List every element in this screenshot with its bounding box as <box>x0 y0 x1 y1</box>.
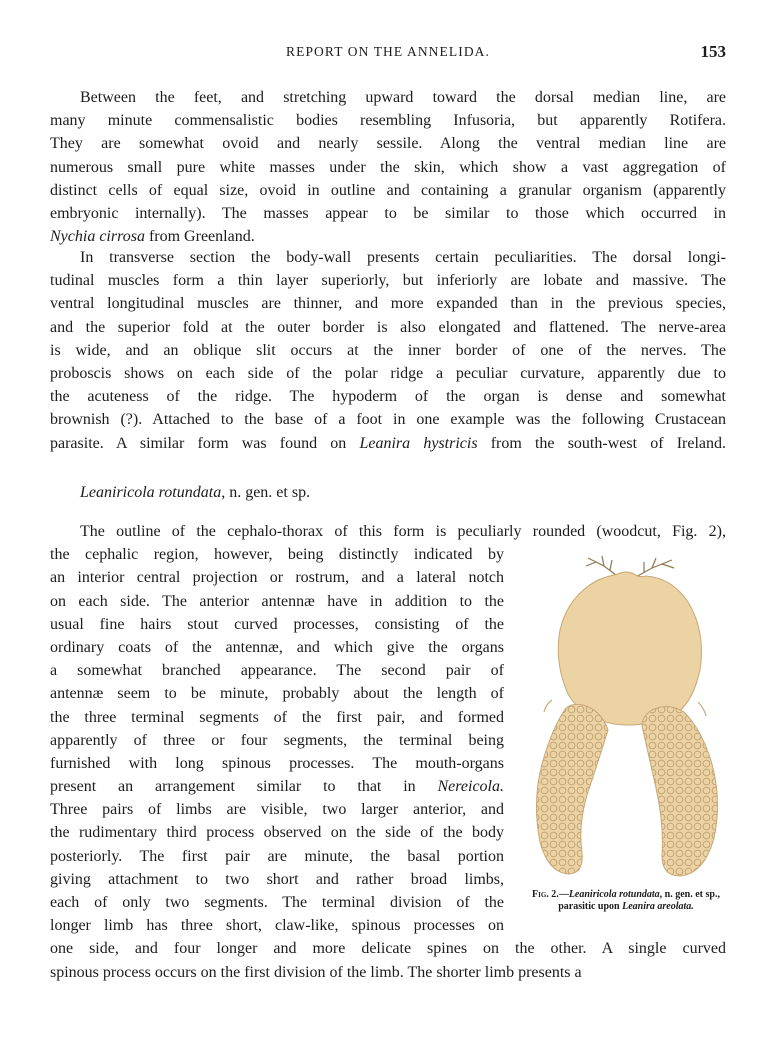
text-line: apparently of three or four segments, the terminal being <box>50 731 504 749</box>
text-line: embryonic internally). The masses appear to be similar to those which occurred in <box>50 204 726 222</box>
text-line: the cephalic region, however, being distinctly indicated by <box>50 546 504 564</box>
text-fragment: from the south-west of Ireland. <box>477 434 727 452</box>
figure-leaniricola-illustration <box>522 552 728 888</box>
text-line: spinous process occurs on the first division of the limb. The shorter limb presents a <box>50 963 582 981</box>
text-line: the rudimentary third process observed on the side of the body <box>50 824 504 842</box>
page-number: 153 <box>700 42 726 61</box>
text-line: many minute commensalistic bodies resembling Infusoria, but apparently Rotifera. <box>50 112 726 130</box>
text-line <box>50 225 726 248</box>
text-line <box>50 775 504 798</box>
text-line: In transverse section the body-wall presents certain peculiarities. The dorsal longi- <box>80 249 726 266</box>
text-line: each of only two segments. The terminal division of the <box>50 894 504 911</box>
text-line: ordinary coats of the antennæ, and which give the organs <box>50 638 504 656</box>
text-line: usual fine hairs stout curved processes, consisting of the <box>50 615 504 633</box>
caption-dash: — <box>558 889 569 900</box>
text-fragment: present an arrangement similar to that in <box>50 778 438 796</box>
text-line: is wide, and an oblique slit occurs at the inner border of one of the nerves. The <box>50 341 726 359</box>
caption-species: Leaniricola rotundata <box>568 889 660 900</box>
process-right <box>698 702 706 716</box>
text-line <box>50 432 726 455</box>
cephalothorax <box>558 572 701 725</box>
taxon-name: Nychia cirrosa <box>50 228 145 246</box>
figure-caption <box>521 889 731 912</box>
text-line: antennæ seem to be minute, probably about the length of <box>50 685 504 703</box>
text-line: and the superior fold at the outer border is also elongated and flattened. The nerve-area <box>50 318 726 336</box>
text-line: an interior central projection or rostrum, and a lateral notch <box>50 569 504 587</box>
caption-mid: , n. gen. et sp., parasitic upon <box>558 889 720 912</box>
limb-right-texture <box>642 706 718 876</box>
text-line: They are somewhat ovoid and nearly sessile. Along the ventral median line are <box>50 135 726 153</box>
species-name: Leaniricola rotundata <box>80 484 222 501</box>
page-header <box>50 42 726 66</box>
caption-host: Leanira areolata. <box>622 900 694 912</box>
text-line: a somewhat branched appearance. The second pair of <box>50 662 504 680</box>
process-left <box>544 700 552 712</box>
text-line: tudinal muscles form a thin layer superiorly, but inferiorly are lobate and massive. The <box>50 272 726 290</box>
paragraph-transverse-section <box>50 246 726 455</box>
antenna-right <box>634 558 674 578</box>
text-line: posteriorly. The first pair are minute, the basal portion <box>50 847 504 865</box>
paragraph-commensal-bodies <box>50 86 726 248</box>
text-line: one side, and four longer and more delicate spines on the other. A single curved <box>50 940 726 958</box>
text-fragment: from Greenland. <box>144 228 255 246</box>
text-line: Three pairs of limbs are visible, two larger anterior, and <box>50 801 504 819</box>
species-heading <box>80 484 310 502</box>
text-line: furnished with long spinous processes. The mouth-organs <box>50 754 504 772</box>
species-suffix: , n. gen. et sp. <box>221 484 311 501</box>
running-title: REPORT ON THE ANNELIDA. <box>286 44 490 59</box>
text-line: the three terminal segments of the first pair, and formed <box>50 708 504 726</box>
text-line: on each side. The anterior antennæ have in addition to the <box>50 592 504 610</box>
text-line: longer limb has three short, claw-like, spinous processes on <box>50 917 504 935</box>
taxon-name: Nereicola. <box>437 778 504 796</box>
text-line: numerous small pure white masses under the skin, which show a vast aggregation of <box>50 158 726 176</box>
parasite-drawing <box>522 552 728 888</box>
taxon-name: Leanira hystricis <box>359 434 478 452</box>
caption-label: Fig. 2. <box>532 889 559 900</box>
text-fragment: parasite. A similar form was found on <box>50 434 360 452</box>
text-line: proboscis shows on each side of the polar ridge a peculiar curvature, apparently due to <box>50 364 726 382</box>
text-line: the acuteness of the ridge. The hypoderm of the organ is dense and somewhat <box>50 388 726 406</box>
limb-left-texture <box>536 704 608 874</box>
text-line: giving attachment to two short and rather broad limbs, <box>50 870 504 888</box>
text-line: Between the feet, and stretching upward toward the dorsal median line, are <box>80 89 726 106</box>
text-line: ventral longitudinal muscles are thinner, and more expanded than in the previous species, <box>50 295 726 313</box>
text-line: brownish (?). Attached to the base of a foot in one example was the following Crustacean <box>50 411 726 429</box>
text-line: The outline of the cephalo-thorax of this form is peculiarly rounded (woodcut, Fig. 2), <box>80 523 726 540</box>
text-line: distinct cells of equal size, ovoid in outline and containing a granular organism (apparently <box>50 181 726 199</box>
